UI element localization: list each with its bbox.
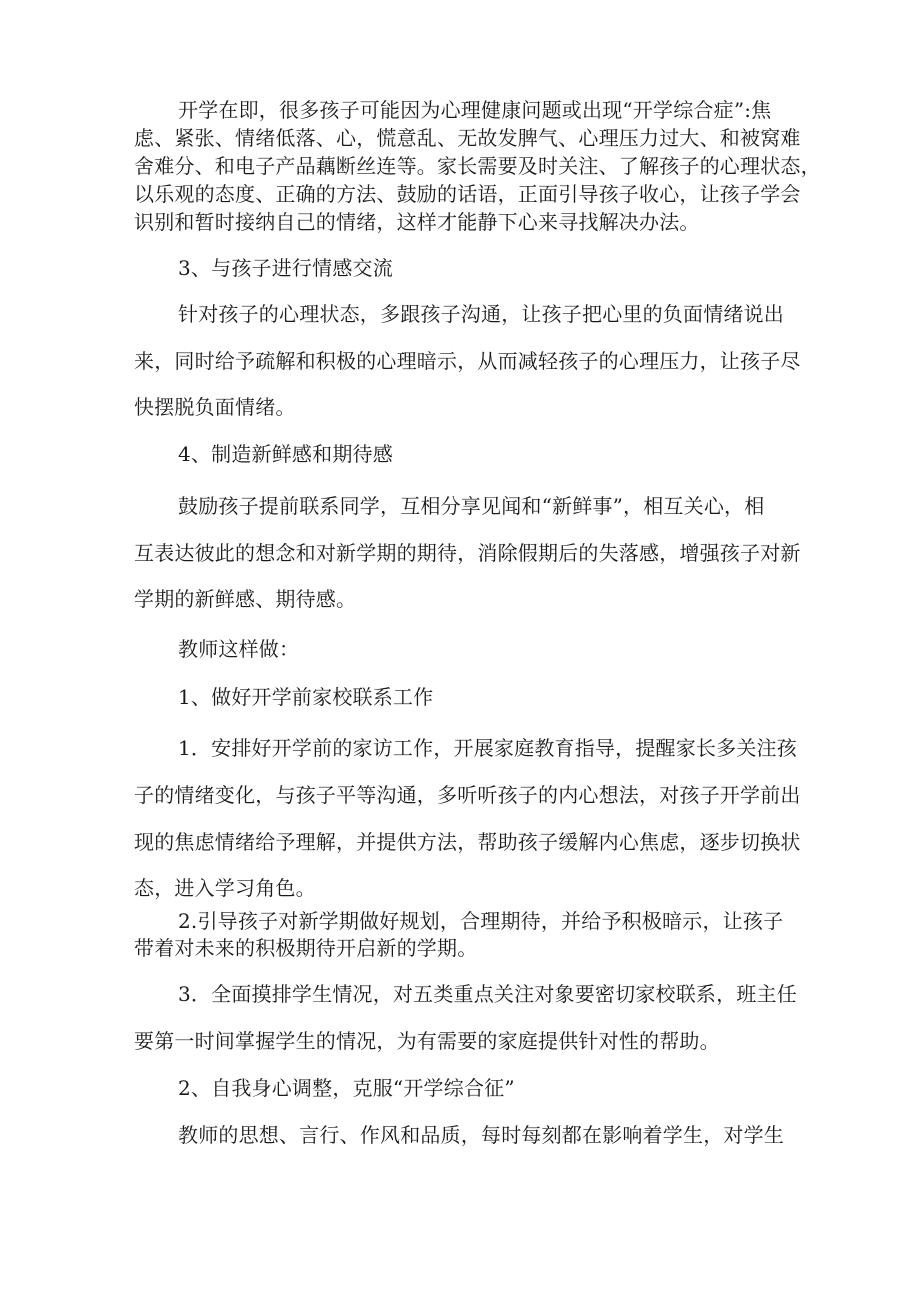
teachers-heading: 教师这样做：: [178, 637, 300, 661]
text-line: 学期的新鲜感、期待感。: [134, 587, 357, 611]
text-line: 识别和暂时接纳自己的情绪，这样才能静下心来寻找解决办法。: [134, 210, 700, 234]
text-line: 以乐观的态度、正确的方法、鼓励的话语，正面引导孩子收心，让孩子学会: [134, 182, 801, 206]
text-line: 开学在即，很多孩子可能因为心理健康问题或出现“开学综合症”:焦: [178, 98, 772, 122]
text-line: 1．安排好开学前的家访工作，开展家庭教育指导，提醒家长多关注孩: [178, 736, 797, 760]
text-line: 针对孩子的心理状态，多跟孩子沟通，让孩子把心里的负面情绪说出: [178, 302, 784, 326]
section-heading-4: 4、制造新鲜感和期待感: [178, 442, 393, 466]
text-line: 舍难分、和电子产品藕断丝连等。家长需要及时关注、了解孩子的心理状态，: [134, 154, 821, 178]
text-line: 3．全面摸排学生情况，对五类重点关注对象要密切家校联系，班主任: [178, 982, 797, 1006]
text-line: 2.引导孩子对新学期做好规划，合理期待，并给予积极暗示，让孩子: [178, 909, 784, 933]
text-line: 虑、紧张、情绪低落、心，慌意乱、无故发脾气、心理压力过大、和被窝难: [134, 126, 801, 150]
text-line: 教师的思想、言行、作风和品质，每时每刻都在影响着学生，对学生: [178, 1123, 784, 1147]
text-line: 现的焦虑情绪给予理解，并提供方法，帮助孩子缓解内心焦虑，逐步切换状: [134, 830, 801, 854]
text-line: 快摆脱负面情绪。: [134, 395, 296, 419]
section-heading-self-adjust: 2、自我身心调整，克服“开学综合征”: [178, 1076, 515, 1100]
text-line: 带着对未来的积极期待开启新的学期。: [134, 936, 478, 960]
text-line: 来，同时给予疏解和积极的心理暗示，从而减轻孩子的心理压力，让孩子尽: [134, 349, 801, 373]
section-heading-3: 3、与孩子进行情感交流: [178, 256, 393, 280]
text-line: 互表达彼此的想念和对新学期的期待，消除假期后的失落感，增强孩子对新: [134, 541, 801, 565]
text-line: 鼓励孩子提前联系同学，互相分享见闻和“新鲜事”，相互关心，相: [178, 494, 765, 518]
section-heading-home-school: 1、做好开学前家校联系工作: [178, 685, 434, 709]
text-line: 子的情绪变化，与孩子平等沟通，多听听孩子的内心想法，对孩子开学前出: [134, 783, 801, 807]
text-line: 态，进入学习角色。: [134, 876, 316, 900]
text-line: 要第一时间掌握学生的情况，为有需要的家庭提供针对性的帮助。: [134, 1029, 720, 1053]
